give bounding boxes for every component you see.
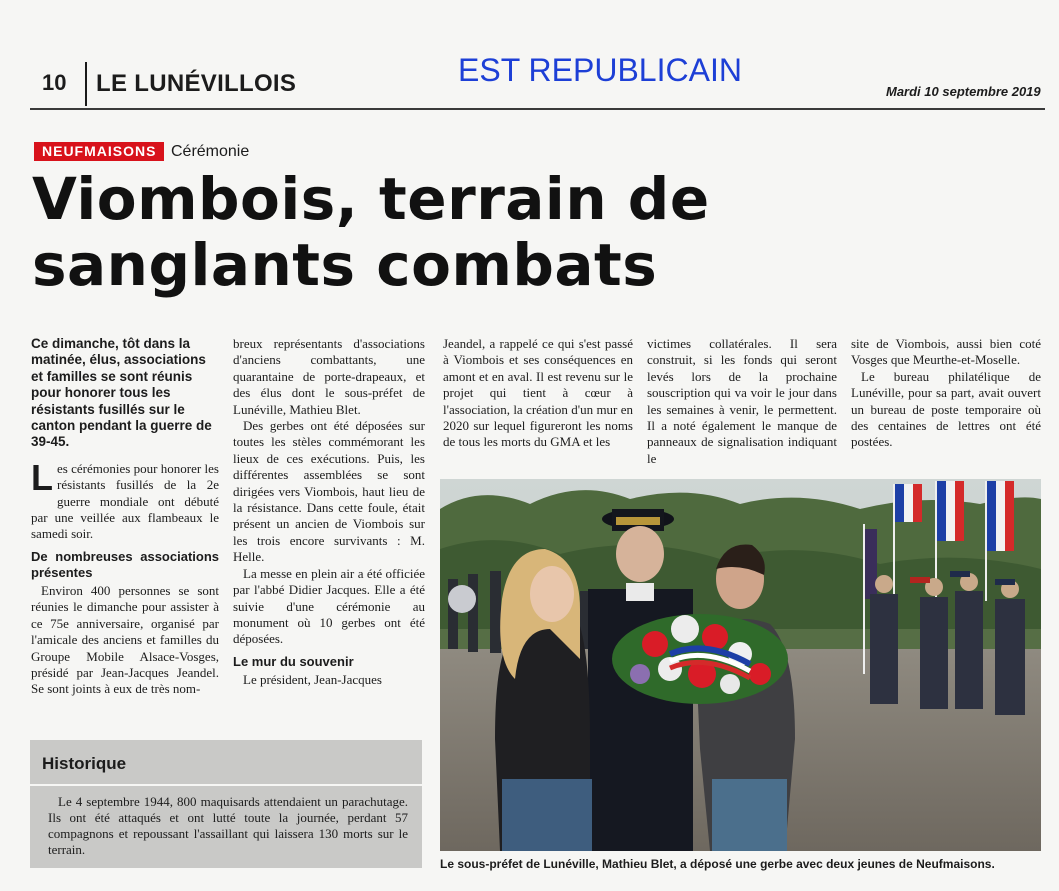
article-paragraph-5-end: site de Viombois, aussi bien coté Vosges que Meurthe-et-Moselle.	[851, 336, 1041, 368]
section-title: LE LUNÉVILLOIS	[96, 70, 297, 97]
article-paragraph-2-continued: breux représentants d'associations d'anciens combattants, une quarantaine de porte-drapeaux, et des élus dont le sous-préfet de Lunéville, Mathieu Blet.	[233, 336, 425, 417]
article-paragraph-4: La messe en plein air a été officiée par l'abbé Didier Jacques. Elle a été suivie d'une cérémonie au monument où 10 gerbes ont été déposées.	[233, 565, 425, 647]
page-number: 10	[42, 70, 67, 95]
article-paragraph-1	[31, 456, 219, 543]
subheading-mur: Le mur du souvenir	[233, 653, 354, 669]
article-lead: Ce dimanche, tôt dans la matinée, élus, associations et familles se sont réunis pour honorer tous les résistants fusillés sur le canton pendant la guerre de 39-45.	[31, 336, 212, 450]
masthead-rule	[30, 108, 1045, 110]
article-column-2	[233, 336, 425, 688]
photo-caption: Le sous-préfet de Lunéville, Mathieu Blet, a déposé une gerbe avec deux jeunes de Neufmaisons.	[440, 857, 995, 871]
newspaper-name: EST REPUBLICAIN	[458, 52, 742, 88]
article-paragraph-5-start: Le président, Jean-Jacques	[243, 671, 382, 687]
historique-text: Le 4 septembre 1944, 800 maquisards attendaient un parachutage. Ils ont été attaqués et ont lutté toute la journée, perdant 57 compagnons et repoussant l'assaillant qui laissera 130 morts sur le terrain.	[48, 794, 408, 857]
article-paragraph-6: Le bureau philatélique de Lunéville, pour sa part, avait ouvert un bureau de poste temporaire où des centaines de lettres ont été postées.	[851, 368, 1041, 450]
article-column-3	[443, 336, 633, 451]
headline: Viombois, terrain de sanglants combats	[32, 165, 710, 299]
issue-date: Mardi 10 septembre 2019	[886, 84, 1041, 99]
ceremony-photo	[440, 479, 1041, 851]
historique-divider	[30, 784, 422, 786]
article-paragraph-3: Des gerbes ont été déposées sur toutes les stèles commémorant les lieux de ces exécutions. Puis, les différentes assemblées se sont dirigées vers Viombois, haut lieu de la résistance. Dans cette foule, était présent un ancien de Viombois sur les trois encore survivants : M. Helle.	[233, 418, 425, 565]
historique-title: Historique	[42, 754, 127, 773]
article-column-4	[647, 336, 837, 467]
subheading-associations: De nombreuses associations présentes	[31, 548, 219, 580]
article-paragraph-5-continued: Jeandel, a rappelé ce qui s'est passé à Viombois et ses conséquences en amont et en aval. Il est revenu sur le projet qui tient à cœur à l'association, la création d'un mur en 2020 sur lequel figureront les noms de tous les morts du GMA et les	[443, 336, 633, 450]
article-paragraph-2: Environ 400 personnes se sont réunies le dimanche pour assister à ce 75e anniversaire, organisé par l'amicale des anciens et familles du Groupe Mobile Alsace-Vosges, présidé par Jean-Jacques Jeandel. Se sont joints à eux de très nom-	[31, 582, 219, 697]
location-tag: NEUFMAISONS	[34, 142, 164, 161]
article-paragraph-5-continued-2: victimes collatérales. Il sera construit, si les fonds qui seront levés lors de la prochaine souscription qui va voir le jour dans les semaines à venir, le permettent. Il a noté également le manque de panneaux de signalisation indiquant le	[647, 336, 837, 466]
drop-cap: L	[31, 456, 53, 498]
article-column-1	[31, 336, 219, 698]
category-label: Cérémonie	[171, 143, 250, 160]
paragraph-1-text: es cérémonies pour honorer les résistants fusillés de la 2e guerre mondiale ont débuté par une veillée aux flambeaux le samedi soir.	[31, 460, 219, 542]
article-column-5	[851, 336, 1041, 451]
page-number-divider	[85, 62, 87, 106]
historique-box	[30, 740, 422, 868]
